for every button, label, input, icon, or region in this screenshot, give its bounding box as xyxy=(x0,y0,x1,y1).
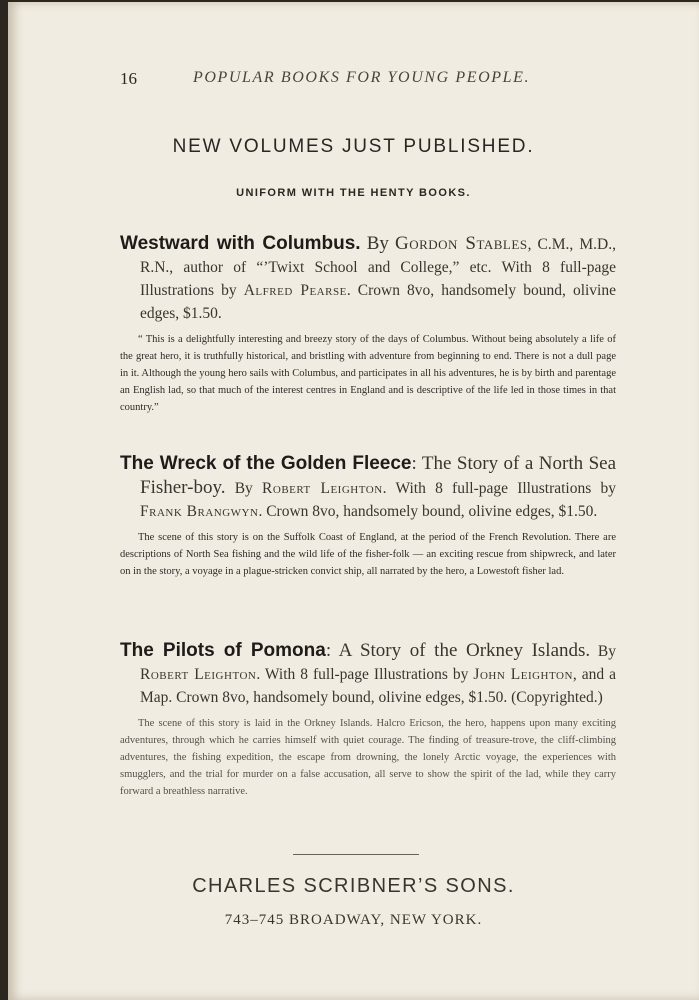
book-author: Gordon Stables xyxy=(394,233,528,254)
book-heading xyxy=(120,639,616,709)
book-edition: , and a Map. Crown 8vo, handsomely bound, olivine edges, $1.50. (Copyrighted.) xyxy=(140,666,616,706)
book-details: . With 8 full-page Illustrations by xyxy=(382,480,616,497)
book-illustrator: John Leighton xyxy=(473,666,573,683)
book-illustrator: Frank Brangwyn xyxy=(140,503,259,520)
book-author: Robert Leighton xyxy=(262,480,383,497)
book-description: “ This is a delightfully interesting and breezy story of the days of Columbus. Without being absolutely a life of the great hero, it is truthfully historical, and bristling with adventure from beginning to end. There is not a dull page in it. Although the young hero sails with Columbus, and participates in all his adventures, he is by birth and parentage an English lad, so that much of the interest centres in England and is descriptive of the life led in those times in that country.” xyxy=(120,334,616,413)
publisher-address: 743–745 BROADWAY, NEW YORK. xyxy=(224,912,483,928)
book-entry-westward xyxy=(120,232,616,416)
book-by: By xyxy=(234,480,253,497)
book-illustrator: Alfred Pearse xyxy=(243,282,347,299)
running-title: POPULAR BOOKS FOR YOUNG PEOPLE. xyxy=(193,69,531,86)
book-entry-pilots-of-pomona xyxy=(120,639,616,800)
book-details: . With 8 full-page Illustrations by xyxy=(256,666,469,683)
section-subtitle: UNIFORM WITH THE HENTY BOOKS. xyxy=(236,187,471,199)
publisher-name: CHARLES SCRIBNER’S SONS. xyxy=(192,875,515,897)
book-title: The Wreck of the Golden Fleece xyxy=(120,453,412,474)
book-by: By xyxy=(597,643,617,660)
section-title: NEW VOLUMES JUST PUBLISHED. xyxy=(172,136,535,157)
book-heading xyxy=(120,232,616,325)
book-title: The Pilots of Pomona xyxy=(120,640,326,661)
book-edition: . Crown 8vo, handsomely bound, olivine edges, $1.50. xyxy=(140,282,616,322)
book-edition: . Crown 8vo, handsomely bound, olivine edges, $1.50. xyxy=(258,503,598,520)
book-description: The scene of this story is on the Suffolk Coast of England, at the period of the French Revolution. There are descriptions of North Sea fishing and the wild life of the fisher-folk — an exciting rescue from shipwreck, and later on in the story, a voyage in a plague-stricken convict ship, all narrated by the hero, a Lowestoft fisher lad. xyxy=(120,532,616,577)
book-title: Westward with Columbus. xyxy=(120,233,361,254)
book-details: , C.M., M.D., R.N., author of “’Twixt School and College,” etc. With 8 full-page Illustrations by xyxy=(140,236,616,299)
divider-rule xyxy=(293,854,419,855)
book-entry-golden-fleece xyxy=(120,452,616,580)
book-subtitle: : The Story of a North Sea Fisher-boy. xyxy=(140,453,616,498)
book-by: By xyxy=(366,233,389,254)
page-number: 16 xyxy=(120,69,137,88)
book-heading xyxy=(120,452,616,523)
book-description: The scene of this story is laid in the Orkney Islands. Halcro Ericson, the hero, happens upon many exciting adventures, through which he carries himself with quiet courage. The finding of treasure-trove, the cliff-climbing adventures, the fishing expedition, the escape from drowning, the lonely Arctic voyage, the experiences with smugglers, and the trial for murder on a false accusation, all serve to show the spirit of the lad, while they carry forward a breathless narrative. xyxy=(120,718,616,797)
book-author: Robert Leighton xyxy=(140,666,257,683)
book-subtitle: : A Story of the Orkney Islands. xyxy=(325,640,591,661)
book-page xyxy=(8,2,699,1000)
